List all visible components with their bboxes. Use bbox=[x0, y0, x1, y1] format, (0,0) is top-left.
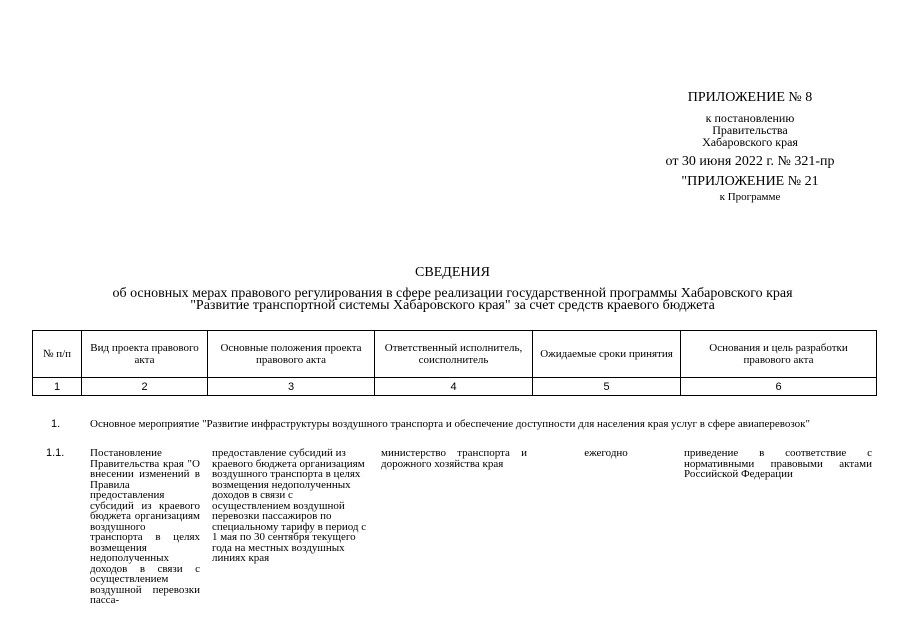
appendix-21-title: "ПРИЛОЖЕНИЕ № 21 bbox=[681, 174, 819, 189]
column-header-act-type: Вид проекта правового акта bbox=[82, 331, 208, 378]
column-number: 1 bbox=[33, 378, 82, 396]
column-number: 2 bbox=[82, 378, 208, 396]
appendix-title: ПРИЛОЖЕНИЕ № 8 bbox=[687, 90, 813, 105]
column-header-basis: Основания и цель разработки правового акта bbox=[681, 331, 877, 378]
region-text: Хабаровского края bbox=[702, 135, 798, 149]
measures-table-header bbox=[32, 330, 877, 396]
column-header-number: № п/п bbox=[33, 331, 82, 378]
row-1-number: 1. bbox=[51, 418, 61, 430]
column-header-executor: Ответственный исполнитель, соисполнитель bbox=[375, 331, 533, 378]
resolution-date-number: от 30 июня 2022 г. № 321-пр bbox=[665, 154, 835, 169]
column-number: 4 bbox=[375, 378, 533, 396]
to-program-text: к Программе bbox=[719, 191, 781, 203]
row-1-1-basis: приведение в соответствие с нормативными правовыми актами Российской Федерации bbox=[684, 447, 872, 480]
row-1-activity-text: Основное мероприятие "Развитие инфраструктуры воздушного транспорта и обеспечение доступности для населения края услуг в сфере авиаперевозок" bbox=[90, 418, 810, 430]
to-resolution-text: к постановлению bbox=[705, 111, 795, 125]
document-subtitle-line1: об основных мерах правового регулирования в сфере реализации государственной программы Хабаровского края bbox=[112, 286, 793, 301]
table-column-numbers-row bbox=[33, 378, 877, 396]
row-1-1-number: 1.1. bbox=[46, 447, 65, 459]
row-1-1-executor: министерство транспорта и дорожного хозяйства края bbox=[381, 447, 527, 470]
column-number: 3 bbox=[208, 378, 375, 396]
document-subtitle-line2: "Развитие транспортной системы Хабаровского края" за счет средств краевого бюджета bbox=[190, 298, 715, 313]
row-1-1-provisions: предоставление субсидий из краевого бюджета организациям воздушного транспорта в целях возмещения недополученных доходов в связи с осуществлением воздушной перевозки пассажиров по специальному тарифу в период с 1 мая по 30 сентября текущего года на местных воздушных линиях края bbox=[212, 447, 367, 564]
document-title: СВЕДЕНИЯ bbox=[415, 265, 490, 280]
government-text: Правительства bbox=[712, 123, 788, 137]
column-header-deadline: Ожидаемые сроки принятия bbox=[533, 331, 681, 378]
row-1-1-deadline: ежегодно bbox=[584, 447, 628, 459]
table-header-row bbox=[33, 331, 877, 378]
row-1-1-act-type: Постановление Правительства края "О внесении изменений в Правила предоставления субсидий из краевого бюджета организациям воздушного транспорта в целях возмещения недополученных доходов в связи с осуществлением воздушной перевозки пасса- bbox=[90, 447, 200, 606]
column-number: 6 bbox=[681, 378, 877, 396]
column-header-provisions: Основные положения проекта правового акта bbox=[208, 331, 375, 378]
column-number: 5 bbox=[533, 378, 681, 396]
